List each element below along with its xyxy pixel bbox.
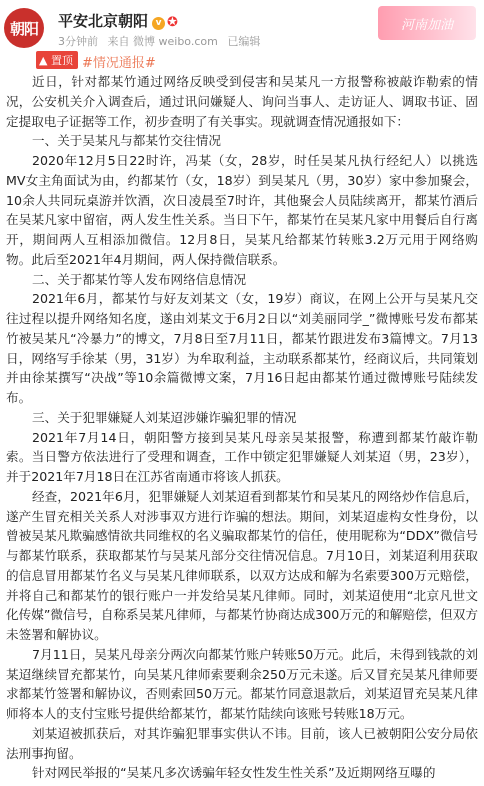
hashtag-link[interactable]: #情况通报# xyxy=(82,56,156,71)
account-avatar[interactable]: 朝阳 xyxy=(4,8,44,48)
paragraph: 2021年7月14日，朝阳警方接到吴某凡母亲吴某报警，称遭到都某竹敲诈勒索。当日警方依法进行了受理和调查，工作中锁定犯罪嫌疑人刘某迢（男，23岁），并于2021年7月18日在江苏省南通市将该人抓获。 xyxy=(6,429,478,484)
medal-icon: ✪ xyxy=(167,15,178,30)
account-name[interactable]: 平安北京朝阳 xyxy=(58,12,149,30)
paragraph: 2020年12月5日22时许，冯某（女，28岁，时任吴某凡执行经纪人）以挑选MV女主角面试为由，约都某竹（女，18岁）到吴某凡（男，30岁）家中参加聚会，10余人共同玩桌游并饮酒，次日凌晨至7时许，其他聚会人员陆续离开，都某竹酒后在吴某凡家中留宿，两人发生性关系。当日下午，都某竹在吴某凡家中用餐后自行离开，期间两人互相添加微信。12月8日，吴某凡给都某竹转账3.2万元用于网络购物。此后至2021年4月期间，两人保持微信联系。 xyxy=(6,153,478,267)
decoration-card[interactable] xyxy=(378,6,476,40)
verified-icon: v xyxy=(152,17,165,30)
paragraph: 针对网民举报的“吴某凡多次诱骗年轻女性发生性关系”及近期网络互曝的 xyxy=(32,765,436,781)
paragraph: 经查，2021年6月，犯罪嫌疑人刘某迢看到都某竹和吴某凡的网络炒作信息后，遂产生冒充相关关系人对涉事双方进行诈骗的想法。期间，刘某迢虚构女性身份，以曾被吴某凡欺骗感情欲共同维权的名义骗取都某竹的信任，使用昵称为“DDX”微信号与都某竹联系，获取都某竹与吴某凡部分交往情况信息。7月10日，刘某迢利用获取的信息冒用都某竹名义与吴某凡律师联系，以双方达成和解为名索要300万元赔偿，并将自己和都某竹的银行账户一并发给吴某凡律师。同时，刘某迢使用“北京凡世文化传媒”微信号，自称系吴某凡律师，与都某竹协商达成300万元的和解赔偿，但双方未签署和解协议。 xyxy=(6,488,478,642)
section-heading: 三、关于犯罪嫌疑人刘某迢涉嫌诈骗犯罪的情况 xyxy=(32,409,297,425)
paragraph: 2021年6月，都某竹与好友刘某文（女，19岁）商议，在网上公开与吴某凡交往过程以提升网络知名度，遂由刘某文于6月2日以“刘美丽同学_”微博账号发布都某竹被吴某凡“冷暴力”的博文，7月8日至7月11日，都某竹跟进发布3篇博文。7月13日，网络写手徐某（男，31岁）为牟取利益，主动联系都某竹，经商议后，共同策划并由徐某撰写“决战”等10余篇微博文案，7月16日起由都某竹通过微博账号陆续发布。 xyxy=(6,291,478,405)
decoration-card-text: 河南加油 xyxy=(400,17,453,33)
paragraph: 刘某迢被抓获后，对其诈骗犯罪事实供认不讳。目前，该人已被朝阳公安分局依法刑事拘留。 xyxy=(6,725,478,761)
section-heading: 二、关于都某竹等人发布网络信息情况 xyxy=(32,271,247,287)
post-meta xyxy=(58,33,266,49)
topic-line xyxy=(0,50,484,70)
paragraph: 7月11日，吴某凡母亲分两次向都某竹账户转账50万元。此后，未得到钱款的刘某迢继续冒充都某竹，向吴某凡律师索要剩余250万元未遂。后又冒充吴某凡律师要求都某竹签署和解协议，否则索回50万元。都某竹同意退款后，刘某迢冒充吴某凡律师将本人的支付宝账号提供给都某竹，都某竹陆续向该账号转账18万元。 xyxy=(6,646,478,721)
paragraph: 近日，针对都某竹通过网络反映受到侵害和吴某凡一方报警称被敲诈勒索的情况，公安机关介入调查后，通过讯问嫌疑人、询问当事人、走访证人、调取书证、固定提取电子证据等工作，初步查明了有关事实。现就调查情况通报如下： xyxy=(6,74,478,129)
post-source: 来自 微博 weibo.com xyxy=(107,35,218,48)
post-body xyxy=(6,72,478,783)
section-heading: 一、关于吴某凡与都某竹交往情况 xyxy=(32,133,221,149)
pinned-badge: ▲ 置顶 xyxy=(36,51,78,69)
edited-label: 已编辑 xyxy=(227,35,261,48)
account-name-row xyxy=(58,10,178,31)
post-time[interactable]: 3分钟前 xyxy=(58,35,98,48)
post-header xyxy=(0,0,484,50)
